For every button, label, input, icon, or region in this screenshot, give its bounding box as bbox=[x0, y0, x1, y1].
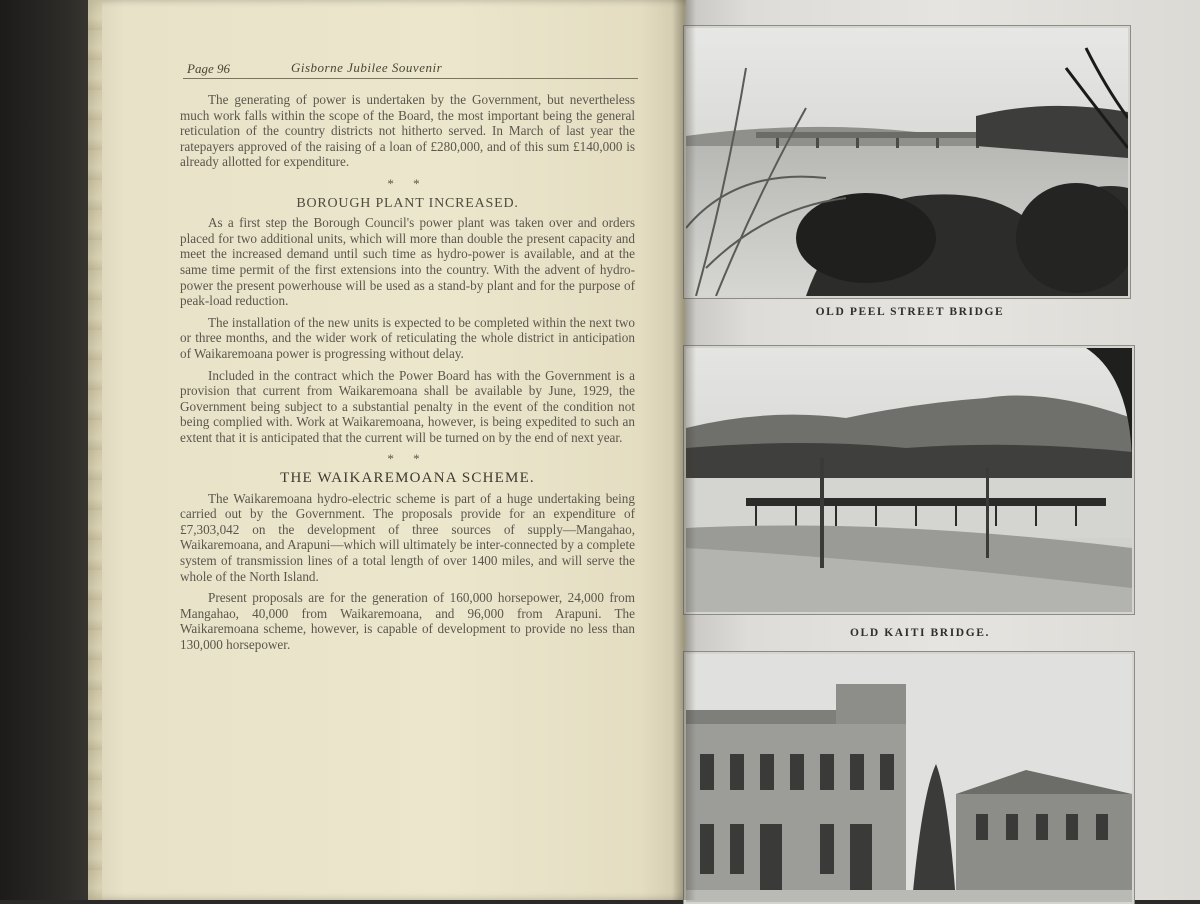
photo-caption: OLD KAITI BRIDGE. bbox=[850, 627, 990, 639]
paragraph: As a first step the Borough Council's power plant was taken over and orders placed for two additional units, which will more than double the present capacity and meet the increased demand until such time as hydro-power is available, and at the same time permit of the first extensions into the country. With the advent of hydro-power the present powerhouse will be used as a stand-by plant and for the purpose of peak-load reduction. bbox=[180, 215, 635, 309]
section-separator: * * bbox=[387, 175, 428, 191]
section-heading: BOROUGH PLANT INCREASED. bbox=[296, 195, 519, 211]
section-separator: * * bbox=[387, 451, 428, 467]
paragraph: The Waikaremoana hydro-electric scheme is part of a huge undertaking being carried out by the Government. The proposals provide for an expenditure of £7,303,042 on the development of three sources of supply—Mangahao, Waikaremoana, and Arapuni—which will ultimately be inter-connected by a complete system of transmission lines of a total length of over 1400 miles, and will serve the whole of the North Island. bbox=[180, 490, 635, 584]
table-surface bbox=[0, 0, 95, 900]
paragraph: Present proposals are for the generation of 160,000 horsepower, 24,000 from Mangahao, 40,000 from Waikaremoana, and 96,000 from Arapuni. The Waikaremoana scheme, however, is capable of development to provide no less than 130,000 horsepower. bbox=[180, 590, 635, 652]
photo-peel-street-bridge bbox=[684, 26, 1130, 298]
paragraph: Included in the contract which the Power Board has with the Government is a provision that current from Waikaremoana shall be available by June, 1929, the Government being subject to a substantial penalty in the event of the condition not being complied with. Work at Waikaremoana, however, is being expedited to such an extent that it is anticipated that the current will be turned on by the end of next year. bbox=[180, 367, 635, 445]
book-gutter bbox=[672, 0, 696, 900]
page-number: Page 96 bbox=[187, 61, 230, 76]
running-head bbox=[183, 58, 638, 79]
paragraph: The generating of power is undertaken by the Government, but nevertheless much work falls within the scope of the Board, the most important being the general reticulation of the country districts not hitherto served. In March of last year the ratepayers approved of the raising of a loan of £280,000, and of this sum £140,000 is already allotted for expenditure. bbox=[180, 92, 635, 170]
article-text bbox=[180, 92, 635, 659]
photo-kaiti-bridge bbox=[684, 346, 1134, 614]
photo-street-buildings bbox=[684, 652, 1134, 904]
book-title: Gisborne Jubilee Souvenir bbox=[291, 60, 443, 75]
photo-caption: OLD PEEL STREET BRIDGE bbox=[815, 306, 1005, 318]
paragraph: The installation of the new units is expected to be completed within the next two or three months, and the wider work of reticulating the whole district in anticipation of Waikaremoana power is progressing without delay. bbox=[180, 314, 635, 361]
section-heading: THE WAIKAREMOANA SCHEME. bbox=[280, 470, 535, 487]
